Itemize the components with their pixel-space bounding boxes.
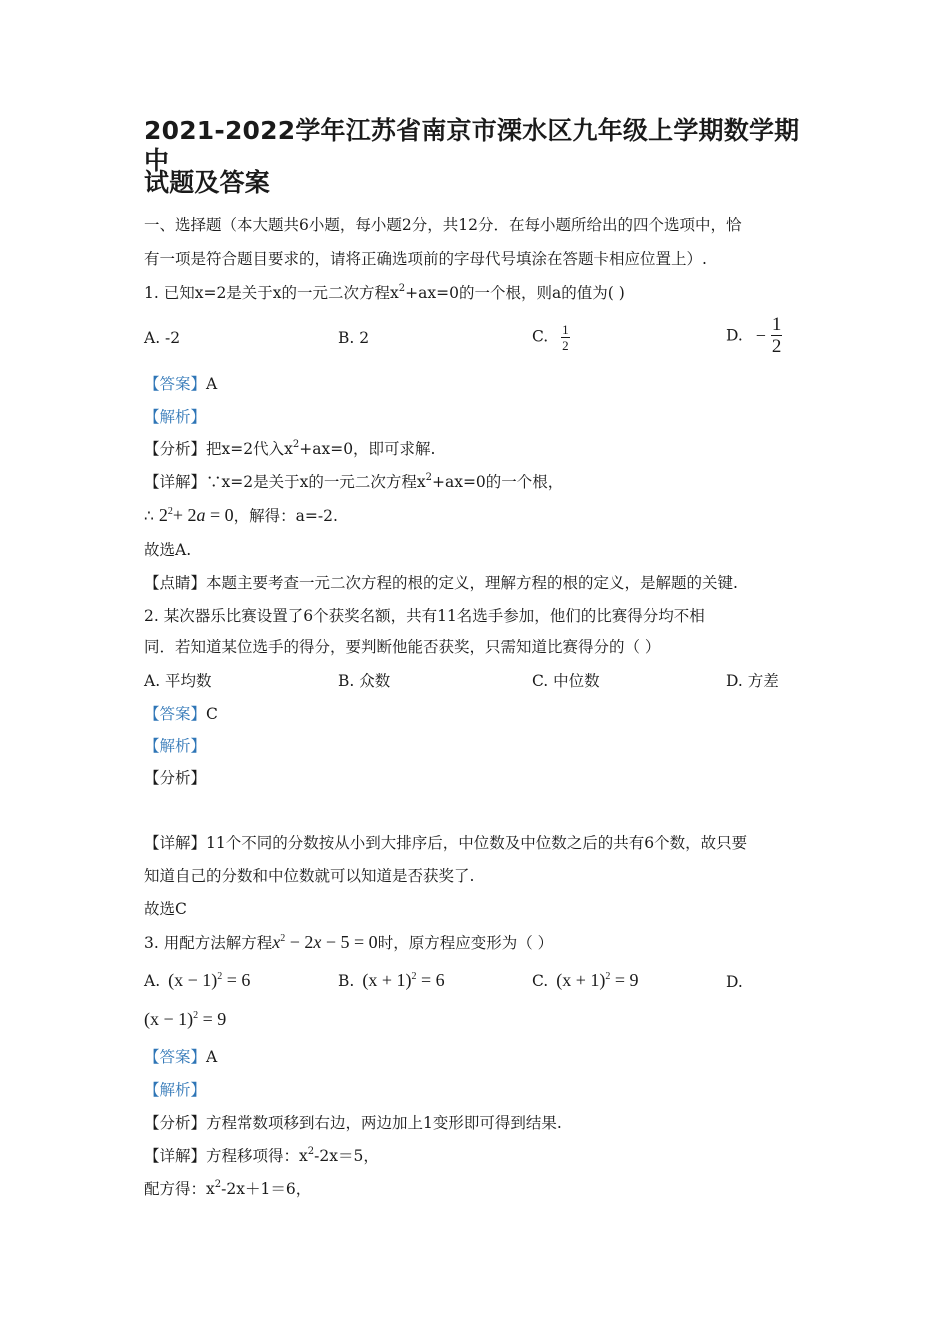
q2-choice: 故选C [144, 900, 187, 918]
q2-option-c: C. 中位数 [532, 672, 600, 690]
q1-comment: 【点睛】本题主要考查一元二次方程的根的定义，理解方程的根的定义，是解题的关键. [144, 574, 738, 592]
q2-option-b: B. 众数 [338, 672, 391, 690]
q3-option-d-label: D. [726, 973, 743, 991]
q1-option-d: D. − $\frac{1}{2}$ [726, 314, 782, 357]
q1-stem: 1. 已知x=2是关于x的一元二次方程$x^2+ax=0$的一个根，则a的值为( ) [144, 283, 625, 302]
q1-option-c: C. $\frac{1}{2}$ [532, 322, 569, 353]
q2-stem-line2: 同．若知道某位选手的得分，要判断他能否获奖，只需知道比赛得分的（ ） [144, 638, 661, 656]
equation-x2-2x-5: $x^2 - 2x - 5 = 0$ [272, 932, 378, 952]
q3-answer: 【答案】A [144, 1048, 218, 1066]
q2-detail-line1: 【详解】11个不同的分数按从小到大排序后，中位数及中位数之后的共有6个数，故只要 [144, 834, 748, 852]
document-title-line1: 2021-2022学年江苏省南京市溧水区九年级上学期数学期中 [144, 116, 800, 175]
q1-detail: 【详解】∵x=2是关于x的一元二次方程$x^2+ax=0$的一个根， [144, 472, 564, 491]
q1-fenxi: 【分析】把x=2代入$x^2+ax=0$，即可求解. [144, 439, 436, 458]
q2-option-a: A. 平均数 [144, 672, 212, 690]
q3-detail: 【详解】方程移项得：$x^2-2x=5$， [144, 1146, 379, 1165]
section-instructions-line1: 一、选择题（本大题共6小题，每小题2分，共12分．在每小题所给出的四个选项中，恰 [144, 216, 742, 234]
q3-option-d: $(x - 1)^2 = 9$ [144, 1009, 227, 1029]
document-title-line2: 试题及答案 [144, 168, 271, 197]
equation-2-squared-plus-2a: $2^2+ 2a = 0$ [158, 505, 234, 525]
q3-analysis-heading: 【解析】 [144, 1081, 207, 1099]
q3-fenxi: 【分析】方程常数项移到右边，两边加上1变形即可得到结果. [144, 1114, 562, 1132]
q3-option-a: A. $(x - 1)^2 = 6$ [144, 970, 251, 990]
q1-solution-step: ∴ $2^2+ 2a = 0$，解得：a=-2. [144, 505, 338, 525]
fraction-one-half: $\frac{1}{2}$ [562, 322, 569, 353]
q3-option-b: B. $(x + 1)^2 = 6$ [338, 970, 445, 990]
q2-answer: 【答案】C [144, 705, 218, 723]
q1-option-a: A. -2 [144, 329, 181, 347]
q1-analysis-heading: 【解析】 [144, 408, 207, 426]
q1-answer: 【答案】A [144, 375, 218, 393]
q2-detail-line2: 知道自己的分数和中位数就可以知道是否获奖了. [144, 867, 475, 885]
section-instructions-line2: 有一项是符合题目要求的，请将正确选项前的字母代号填涂在答题卡相应位置上）. [144, 250, 707, 268]
q2-analysis-heading: 【解析】 [144, 737, 207, 755]
q3-option-c: C. $(x + 1)^2 = 9$ [532, 970, 639, 990]
q1-choice: 故选A. [144, 541, 192, 559]
q2-option-d: D. 方差 [726, 672, 779, 690]
q2-stem-line1: 2. 某次器乐比赛设置了6个获奖名额，共有11名选手参加，他们的比赛得分均不相 [144, 607, 705, 625]
fraction-negative-one-half: $\frac{1}{2}$ [771, 314, 782, 357]
q3-stem: 3. 用配方法解方程$x^2 - 2x - 5 = 0$时，原方程应变形为（ ） [144, 932, 554, 952]
q2-fenxi-heading: 【分析】 [144, 769, 207, 787]
q3-solution-step: 配方得：$x^2-2x+1=6$， [144, 1179, 312, 1198]
q1-option-b: B. 2 [338, 329, 370, 347]
